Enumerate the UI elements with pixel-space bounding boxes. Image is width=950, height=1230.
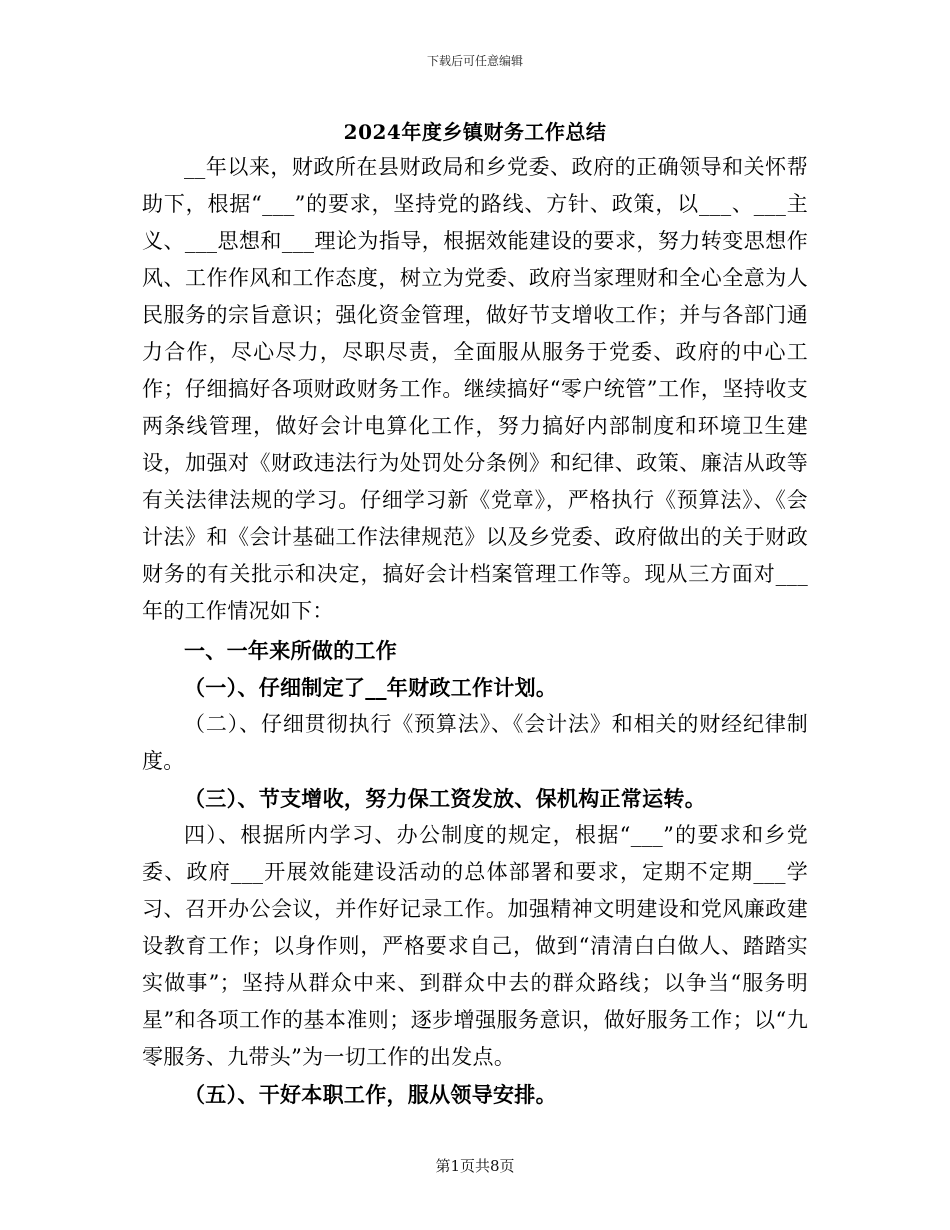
subsection-heading-5: （五）、干好本职工作，服从领导安排。 xyxy=(184,1082,557,1107)
intro-paragraph: __年以来，财政所在县财政局和乡党委、政府的正确领导和关怀帮助下，根据“___”的要求，坚持党的路线、方针、政策，以___、___主义、___思想和___理论为指导，根据效能建设的要求，努力转变思想作风、工作作风和工作态度，树立为党委、政府当家理财和全心全意为人民服务的宗旨意识；强化资金管理，做好节支增收工作；并与各部门通力合作，尽心尽力，尽职尽责，全面服从服务于党委、政府的中心工作；仔细搞好各项财政财务工作。继续搞好“零户统管”工作，坚持收支两条线管理，做好会计电算化工作，努力搞好内部制度和环境卫生建设，加强对《财政违法行为处罚处分条例》和纪律、政策、廉洁从政等有关法律法规的学习。仔细学习新《党章》，严格执行《预算法》、《会计法》和《会计基础工作法律规范》以及乡党委、政府做出的关于财政财务的有关批示和决定，搞好会计档案管理工作等。现从三方面对___年的工作情况如下： xyxy=(142,155,808,623)
subsection-heading-1: （一）、仔细制定了__年财政工作计划。 xyxy=(184,675,558,700)
subsection-heading-3: （三）、节支增收，努力保工资发放、保机构正常运转。 xyxy=(184,786,706,811)
section-heading-1: 一、一年来所做的工作 xyxy=(184,638,397,663)
document-title: 2024年度乡镇财务工作总结 xyxy=(343,120,607,144)
document-body xyxy=(142,149,808,1113)
subsection-paragraph-2: （二）、仔细贯彻执行《预算法》、《会计法》和相关的财经纪律制度。 xyxy=(142,712,808,773)
subsection-paragraph-4: 四）、根据所内学习、办公制度的规定，根据“___”的要求和乡党委、政府___开展效能建设活动的总体部署和要求，定期不定期___学习、召开办公会议，并作好记录工作。加强精神文明建设和党风廉政建设教育工作；以身作则，严格要求自己，做到“清清白白做人、踏踏实实做事”；坚持从群众中来、到群众中去的群众路线；以争当“服务明星”和各项工作的基本准则；逐步增强服务意识，做好服务工作；以“九零服务、九带头”为一切工作的出发点。 xyxy=(142,823,808,1069)
page-number: 第1页共8页 xyxy=(435,1157,515,1175)
header-note: 下载后可任意编辑 xyxy=(426,54,523,68)
